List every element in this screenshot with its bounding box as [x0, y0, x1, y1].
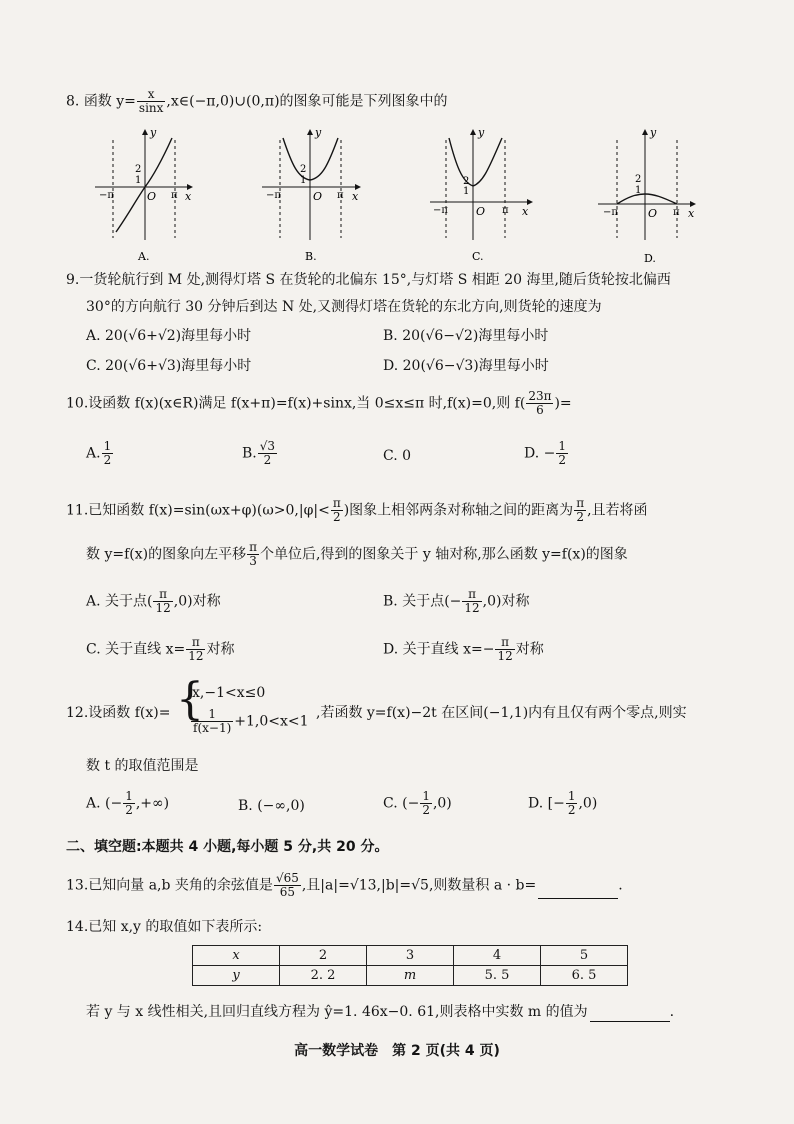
q10-fraction — [526, 390, 553, 417]
q10-option-c[interactable]: C. 0 — [383, 448, 412, 464]
q10-number: 10. — [66, 395, 89, 412]
q10-option-b[interactable] — [242, 440, 278, 467]
table-cell: 3 — [367, 946, 454, 966]
table-cell: m — [367, 966, 454, 986]
page-footer: 高一数学试卷 第 2 页(共 4 页) — [294, 1043, 500, 1059]
q13-frac-num: √65 — [275, 871, 299, 885]
q13-stem — [66, 872, 623, 899]
q10-a-frac — [102, 440, 114, 467]
q11-line2-post: 个单位后,得到的图象关于 y 轴对称,那么函数 y=f(x)的图象 — [259, 546, 628, 563]
q11-frac3-num: π — [249, 540, 257, 554]
graph-b — [262, 126, 360, 263]
q14-table — [192, 945, 628, 986]
graph-c-x: x — [522, 205, 529, 218]
q11-option-c[interactable] — [86, 636, 234, 663]
q10-text-post: )= — [554, 395, 572, 412]
graph-c-origin: O — [476, 205, 486, 218]
q10-a-den: 2 — [103, 453, 112, 467]
graph-a-origin: O — [147, 190, 157, 203]
q8-frac-num: x — [137, 88, 166, 102]
q11-line2 — [86, 541, 628, 568]
q14-text-1: 已知 x,y 的取值如下表所示: — [88, 919, 263, 935]
q11-c-post: 对称 — [206, 641, 235, 658]
q10-d-frac — [556, 440, 568, 467]
table-cell: 5. 5 — [454, 966, 541, 986]
q11-option-a[interactable] — [86, 588, 221, 615]
graph-b-label: B. — [305, 250, 317, 263]
q14-text-2: 若 y 与 x 线性相关,且回归直线方程为 ŷ=1. 46x−0. 61,则表格中实数 m 的值为 — [86, 1004, 588, 1020]
table-cell: 6. 5 — [541, 966, 628, 986]
q9-number: 9. — [66, 272, 80, 288]
q12-a-pre: A. (− — [86, 795, 123, 812]
q10-option-a[interactable] — [86, 440, 114, 467]
graph-c-label: C. — [472, 250, 484, 263]
graph-c-negpi: −π — [433, 205, 448, 216]
q11-b-num: π — [462, 588, 481, 602]
q12-c-num: 1 — [422, 789, 430, 803]
q11-text-post: ,且若将函 — [587, 502, 648, 519]
q13-answer-blank[interactable] — [538, 884, 618, 899]
q12-option-d[interactable] — [528, 790, 597, 817]
q11-d-post: 对称 — [515, 641, 544, 658]
q11-frac1-den: 2 — [332, 510, 341, 524]
q8-text-pre: 函数 y= — [83, 93, 136, 110]
q10-b-frac — [258, 440, 277, 467]
q9-option-d[interactable]: D. 20(√6−√3)海里每小时 — [383, 358, 549, 374]
q12-lead — [66, 703, 170, 723]
table-row — [193, 946, 628, 966]
q12-case2-num: 1 — [191, 708, 233, 722]
graph-a-y: y — [150, 126, 157, 139]
q10-b-pre: B. — [242, 445, 257, 462]
q12-a-frac — [123, 790, 135, 817]
table-cell: x — [193, 946, 280, 966]
graph-b-tick2: 2 — [300, 164, 307, 175]
q10-option-d[interactable] — [524, 440, 569, 467]
graph-a-pi: π — [171, 190, 178, 201]
q11-a-num: π — [153, 588, 172, 602]
q11-b-den: 12 — [464, 601, 480, 615]
q8-fraction — [137, 88, 166, 115]
table-cell: 4 — [454, 946, 541, 966]
table-cell: y — [193, 966, 280, 986]
graph-d-origin: O — [648, 207, 658, 220]
graph-a-x: x — [185, 190, 192, 203]
q12-text-pre: 设函数 f(x)= — [88, 705, 171, 721]
q10-b-num: √3 — [259, 439, 276, 453]
q11-frac1-num: π — [332, 496, 341, 510]
q10-d-pre: D. − — [524, 445, 556, 462]
graph-b-y: y — [315, 126, 322, 139]
q10-a-num: 1 — [103, 439, 112, 453]
graph-c-tick1: 1 — [463, 186, 470, 197]
q10-frac-num: 23π — [528, 389, 552, 403]
q10-d-den: 2 — [558, 453, 566, 467]
q8-number: 8. — [66, 93, 80, 110]
graph-a-negpi: −π — [99, 190, 114, 201]
q13-frac-den: 65 — [279, 885, 296, 899]
q11-b-pre: B. 关于点(− — [383, 593, 462, 610]
q13-period: . — [618, 877, 623, 894]
q8-text-post: ,x∈(−π,0)∪(0,π)的图象可能是下列图象中的 — [166, 93, 448, 110]
q12-option-c[interactable] — [383, 790, 452, 817]
q11-d-den: 12 — [497, 649, 513, 663]
graph-c — [430, 126, 532, 263]
graph-d-tick2: 2 — [635, 174, 642, 185]
q13-number: 13. — [66, 877, 89, 894]
graph-b-negpi: −π — [266, 190, 281, 201]
q11-line2-pre: 数 y=f(x)的图象向左平移 — [86, 546, 247, 563]
q12-case2-den: f(x−1) — [193, 721, 232, 735]
q12-d-pre: D. [− — [528, 795, 565, 812]
q9-text-1: 一货轮航行到 M 处,测得灯塔 S 在货轮的北偏东 15°,与灯塔 S 相距 20 海里,随后货轮按北偏西 — [79, 272, 671, 288]
graph-d-label: D. — [644, 252, 656, 265]
q11-c-num: π — [186, 636, 205, 650]
q14-period: . — [669, 1004, 675, 1020]
q9-option-b[interactable]: B. 20(√6−√2)海里每小时 — [383, 328, 549, 344]
q11-d-frac — [495, 636, 514, 663]
q9-option-c[interactable]: C. 20(√6+√3)海里每小时 — [86, 358, 252, 374]
q12-case2-post: +1,0<x<1 — [234, 713, 309, 730]
q11-frac2 — [574, 497, 586, 524]
q9-line2: 30°的方向航行 30 分钟后到达 N 处,又测得灯塔在货轮的东北方向,则货轮的速度为 — [86, 299, 602, 315]
graph-d — [598, 126, 695, 265]
q11-a-post: ,0)对称 — [173, 593, 221, 610]
q13-text-pre: 已知向量 a,b 夹角的余弦值是 — [88, 877, 273, 894]
graph-d-y: y — [650, 126, 657, 139]
q12-c-post: ,0) — [432, 795, 452, 812]
q12-c-den: 2 — [422, 803, 430, 817]
graph-a — [95, 126, 192, 263]
q8-stem — [66, 88, 448, 115]
q14-line2 — [86, 1002, 674, 1022]
q11-text-mid: )图象上相邻两条对称轴之间的距离为 — [343, 502, 574, 519]
q11-c-den: 12 — [188, 649, 204, 663]
q11-d-pre: D. 关于直线 x=− — [383, 641, 495, 658]
q12-case1: x,−1<x≤0 — [192, 685, 266, 701]
q10-a-pre: A. — [86, 445, 101, 462]
q11-frac2-num: π — [576, 496, 585, 510]
q11-line1 — [66, 497, 648, 524]
table-cell: 2 — [280, 946, 367, 966]
q8-graphs — [0, 120, 794, 270]
q12-option-a[interactable] — [86, 790, 169, 817]
table-cell: 2. 2 — [280, 966, 367, 986]
q14-number: 14. — [66, 919, 89, 935]
q11-frac1 — [331, 497, 343, 524]
q11-frac3-den: 3 — [249, 554, 257, 568]
table-cell: 5 — [541, 946, 628, 966]
table-row — [193, 966, 628, 986]
q12-d-post: ,0) — [578, 795, 598, 812]
graph-a-tick1: 1 — [135, 175, 142, 186]
q9-line1 — [66, 270, 671, 290]
q12-a-post: ,+∞) — [135, 795, 170, 812]
q12-brace: { — [176, 674, 204, 725]
q11-b-post: ,0)对称 — [482, 593, 530, 610]
q12-a-den: 2 — [125, 803, 133, 817]
graph-d-negpi: −π — [603, 207, 618, 218]
graph-d-tick1: 1 — [635, 185, 642, 196]
q11-d-num: π — [495, 636, 514, 650]
q14-answer-blank[interactable] — [590, 1007, 670, 1022]
q13-text-post: ,且|a|=√13,|b|=√5,则数量积 a · b= — [301, 877, 537, 894]
q11-frac3 — [247, 541, 259, 568]
graph-b-origin: O — [313, 190, 323, 203]
graph-b-pi: π — [337, 190, 344, 201]
q11-option-d[interactable] — [383, 636, 544, 663]
q12-a-num: 1 — [125, 789, 133, 803]
q12-case2-frac — [191, 708, 233, 735]
q12-d-den: 2 — [567, 803, 576, 817]
q12-case2 — [190, 708, 309, 735]
q12-line2: 数 t 的取值范围是 — [86, 758, 199, 774]
q8-frac-den: sinx — [138, 101, 164, 115]
q12-option-b[interactable]: B. (−∞,0) — [238, 798, 305, 814]
q10-d-num: 1 — [558, 439, 566, 453]
graph-d-pi: π — [673, 207, 680, 218]
q11-c-pre: C. 关于直线 x= — [86, 641, 186, 658]
graph-a-label: A. — [138, 250, 150, 263]
q12-c-pre: C. (− — [383, 795, 420, 812]
graph-d-x: x — [688, 207, 695, 220]
q13-fraction — [274, 872, 301, 899]
graph-b-x: x — [352, 190, 359, 203]
q9-option-a[interactable]: A. 20(√6+√2)海里每小时 — [86, 328, 252, 344]
q12-c-frac — [420, 790, 432, 817]
graph-c-pi: π — [502, 205, 509, 216]
q10-stem — [66, 390, 572, 417]
graph-b-tick1: 1 — [300, 175, 307, 186]
q12-d-frac — [566, 790, 578, 817]
q10-b-den: 2 — [263, 453, 272, 467]
q12-d-num: 1 — [567, 789, 576, 803]
q11-a-den: 12 — [155, 601, 171, 615]
graph-c-y: y — [478, 126, 485, 139]
graph-c-tick2: 2 — [463, 176, 470, 187]
graph-a-tick2: 2 — [135, 164, 142, 175]
q14-line1 — [66, 917, 262, 937]
q10-text-pre: 设函数 f(x)(x∈R)满足 f(x+π)=f(x)+sinx,当 0≤x≤π 时,f(x)=0,则 f( — [88, 395, 526, 412]
q11-number: 11. — [66, 502, 89, 519]
q11-option-b[interactable] — [383, 588, 530, 615]
q10-frac-den: 6 — [536, 403, 544, 417]
q12-text-post: ,若函数 y=f(x)−2t 在区间(−1,1)内有且仅有两个零点,则实 — [316, 705, 687, 721]
q11-a-frac — [153, 588, 172, 615]
section-fill-in-heading: 二、填空题:本题共 4 小题,每小题 5 分,共 20 分。 — [66, 839, 389, 855]
q11-c-frac — [186, 636, 205, 663]
q11-a-pre: A. 关于点( — [86, 593, 153, 610]
q11-b-frac — [462, 588, 481, 615]
q11-frac2-den: 2 — [576, 510, 584, 524]
q12-number: 12. — [66, 705, 89, 721]
q11-text-pre: 已知函数 f(x)=sin(ωx+φ)(ω>0,|φ|< — [88, 502, 330, 519]
